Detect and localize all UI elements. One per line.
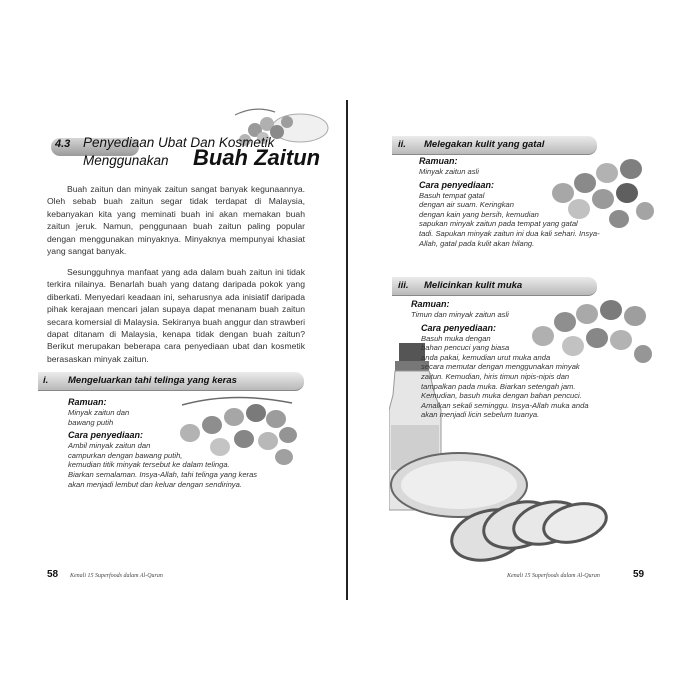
section-heading	[47, 125, 327, 185]
method-line: Ambil minyak zaitun dan	[68, 441, 151, 451]
method-line: kemudian titik minyak tersebut ke dalam telinga.	[68, 460, 230, 470]
ingredients-label: Ramuan:	[411, 299, 450, 309]
item-title: Melegakan kulit yang gatal	[424, 139, 545, 150]
method-line: dengan kain yang bersih, kemudian	[419, 209, 539, 219]
section-number: 4.3	[55, 138, 71, 150]
item-number: iii.	[398, 280, 409, 291]
method-line: Basuh muka dengan	[421, 333, 491, 343]
book-title: Kenali 15 Superfoods dalam Al-Quran	[70, 573, 163, 579]
method-line: Biarkan semalaman. Insya-Allah, tahi telinga yang keras	[68, 469, 258, 479]
ingredient-line: bawang putih	[68, 417, 114, 427]
method-line: akan menjadi lembut dan keluar dengan sendirinya.	[68, 479, 242, 489]
book-title: Kenali 15 Superfoods dalam Al-Quran	[507, 573, 600, 579]
ingredients-label: Ramuan:	[419, 156, 458, 166]
page-spine-divider	[346, 100, 348, 600]
method-label: Cara penyediaan:	[419, 179, 495, 190]
paragraph-text: Sesungguhnya manfaat yang ada dalam buah zaitun ini tidak terkira nilainya. Benarlah buah yang datang daripada pokok yang diberkati. Menyedari keadaan ini, seharusnya ada inisiatif daripada pihak kerajaan mencari jalan supaya dapat menanam buah zaitun secara komersial di Malaysia. Sekiranya buah anggur dan strawberi dapat ditanam di Malaysia, kenapa tidak dengan buah zaitun? Berikut merupakan beberapa cara penyediaan ubat dan kosmetik berasaskan minyak zaitun.	[47, 267, 305, 364]
section-title-line1: Penyediaan Ubat Dan Kosmetik	[83, 135, 275, 150]
item-i-recipe	[68, 394, 308, 489]
right-page	[349, 0, 700, 700]
method-line: dengan air suam. Keringkan	[419, 200, 514, 210]
ingredient-line: Minyak zaitun dan	[68, 408, 130, 417]
item-ii-recipe	[419, 153, 659, 248]
method-line: Allah, gatal pada kulit akan hilang.	[419, 238, 535, 248]
section-title-emphasis: Buah Zaitun	[193, 145, 321, 170]
item-i-heading	[38, 372, 304, 392]
method-line: secara memutar dengan menggunakan minyak	[421, 362, 580, 372]
item-title: Melicinkan kulit muka	[424, 280, 523, 291]
paragraph-2	[47, 266, 305, 365]
item-iii-heading	[392, 277, 597, 297]
page-number: 58	[47, 569, 59, 580]
ingredient-line: Minyak zaitun asli	[419, 167, 479, 176]
method-line: akan menjadi licin sebelum tuanya.	[421, 410, 540, 420]
method-line: sapukan minyak zaitun pada tempat yang gatal	[419, 219, 578, 229]
item-title: Mengeluarkan tahi telinga yang keras	[68, 375, 237, 386]
page-number: 59	[633, 569, 645, 580]
method-line: anda pakai, kemudian urut muka anda	[421, 352, 551, 362]
method-label: Cara penyediaan:	[421, 322, 497, 333]
item-number: ii.	[398, 139, 406, 150]
method-line: campurkan dengan bawang putih,	[68, 450, 183, 460]
method-line: Basuh tempat gatal	[419, 190, 485, 200]
method-line: Kemudian, basuh muka dengan bahan pencuci.	[421, 391, 582, 401]
section-title-prefix: Menggunakan	[83, 153, 169, 168]
ingredient-line: Timun dan minyak zaitun asli	[411, 310, 509, 319]
method-line: tampalkan pada muka. Biarkan setengah jam.	[421, 381, 576, 391]
item-iii-recipe	[411, 296, 656, 420]
ingredients-label: Ramuan:	[68, 397, 107, 407]
method-line: tadi. Sapukan minyak zaitun ini dua kali sehari. Insya-	[419, 228, 600, 238]
item-number: i.	[43, 375, 49, 386]
method-label: Cara penyediaan:	[68, 430, 144, 441]
method-line: zaitun. Kemudian, hiris timun nipis-nipis dan	[421, 371, 570, 381]
method-line: Amalkan sekali seminggu. Insya-Allah muka anda	[421, 400, 589, 410]
method-line: bahan pencuci yang biasa	[421, 343, 510, 353]
paragraph-1	[47, 183, 305, 257]
left-page	[0, 0, 348, 700]
paragraph-text: Buah zaitun dan minyak zaitun sangat banyak kegunaannya. Oleh sebab buah zaitun segar tidak terdapat di Malaysia, kebanyakan kita yang meminati buah ini akan memakan buah zaitun jeruk. Namun, penggunaan buah zaitun paling popular dengan menggunakan minyaknya. Minyaknya mempunyai khasiat yang sangat banyak.	[47, 184, 305, 257]
